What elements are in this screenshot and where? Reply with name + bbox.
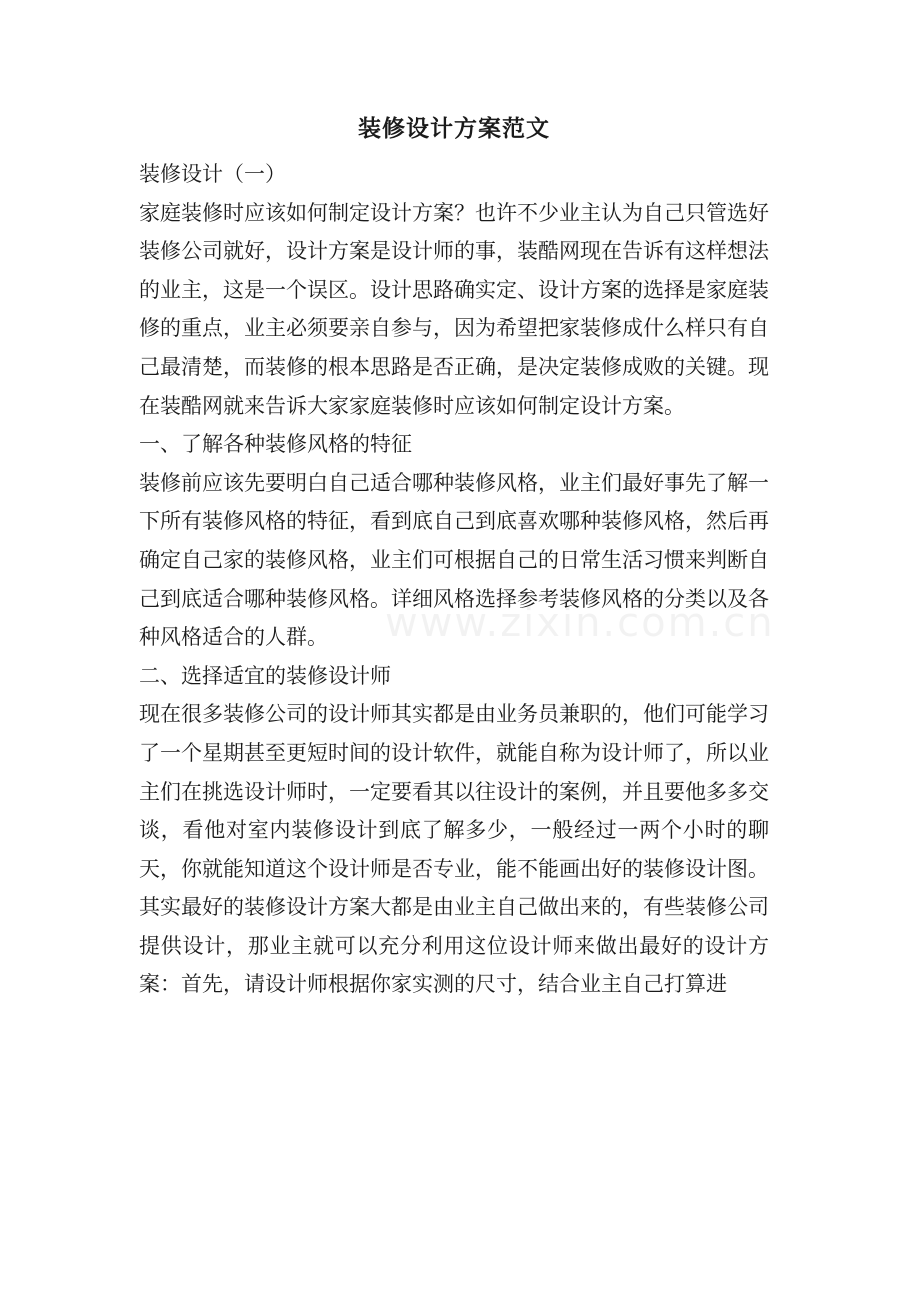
section-3-paragraph: 其实最好的装修设计方案大都是由业主自己做出来的，有些装修公司提供设计，那业主就可以充分利用这位设计师来做出最好的设计方案：首先，请设计师根据你家实测的尺寸，结合业主自己打算进 — [139, 895, 769, 997]
document-body — [139, 111, 769, 1004]
watermark: www.zixin.com.cn — [385, 600, 775, 646]
intro-paragraph: 家庭装修时应该如何制定设计方案？也许不少业主认为自己只管选好装修公司就好，设计方案是设计师的事，装酷网现在告诉有这样想法的业主，这是一个误区。设计思路确实定、设计方案的选择是家庭装修的重点，业主必须要亲自参与，因为希望把家装修成什么样只有自己最清楚，而装修的根本思路是否正确，是决定装修成败的关键。现在装酷网就来告诉大家家庭装修时应该如何制定设计方案。 — [139, 200, 769, 418]
document-title: 装修设计方案范文 — [358, 115, 550, 142]
section-2-paragraph: 现在很多装修公司的设计师其实都是由业务员兼职的，他们可能学习了一个星期甚至更短时间的设计软件，就能自称为设计师了，所以业主们在挑选设计师时，一定要看其以往设计的案例，并且要他多多交谈，看他对室内装修设计到底了解多少，一般经过一两个小时的聊天，你就能知道这个设计师是否专业，能不能画出好的装修设计图。 — [139, 702, 769, 881]
section-1-paragraph: 装修前应该先要明白自己适合哪种装修风格，业主们最好事先了解一下所有装修风格的特征，看到底自己到底喜欢哪种装修风格，然后再确定自己家的装修风格，业主们可根据自己的日常生活习惯来判断自己到底适合哪种装修风格。详细风格选择参考装修风格的分类以及各种风格适合的人群。 — [139, 470, 769, 650]
section-1-heading: 一、了解各种装修风格的特征 — [139, 432, 412, 457]
document-subtitle: 装修设计（一） — [139, 162, 286, 186]
section-2-heading: 二、选择适宜的装修设计师 — [139, 663, 391, 688]
